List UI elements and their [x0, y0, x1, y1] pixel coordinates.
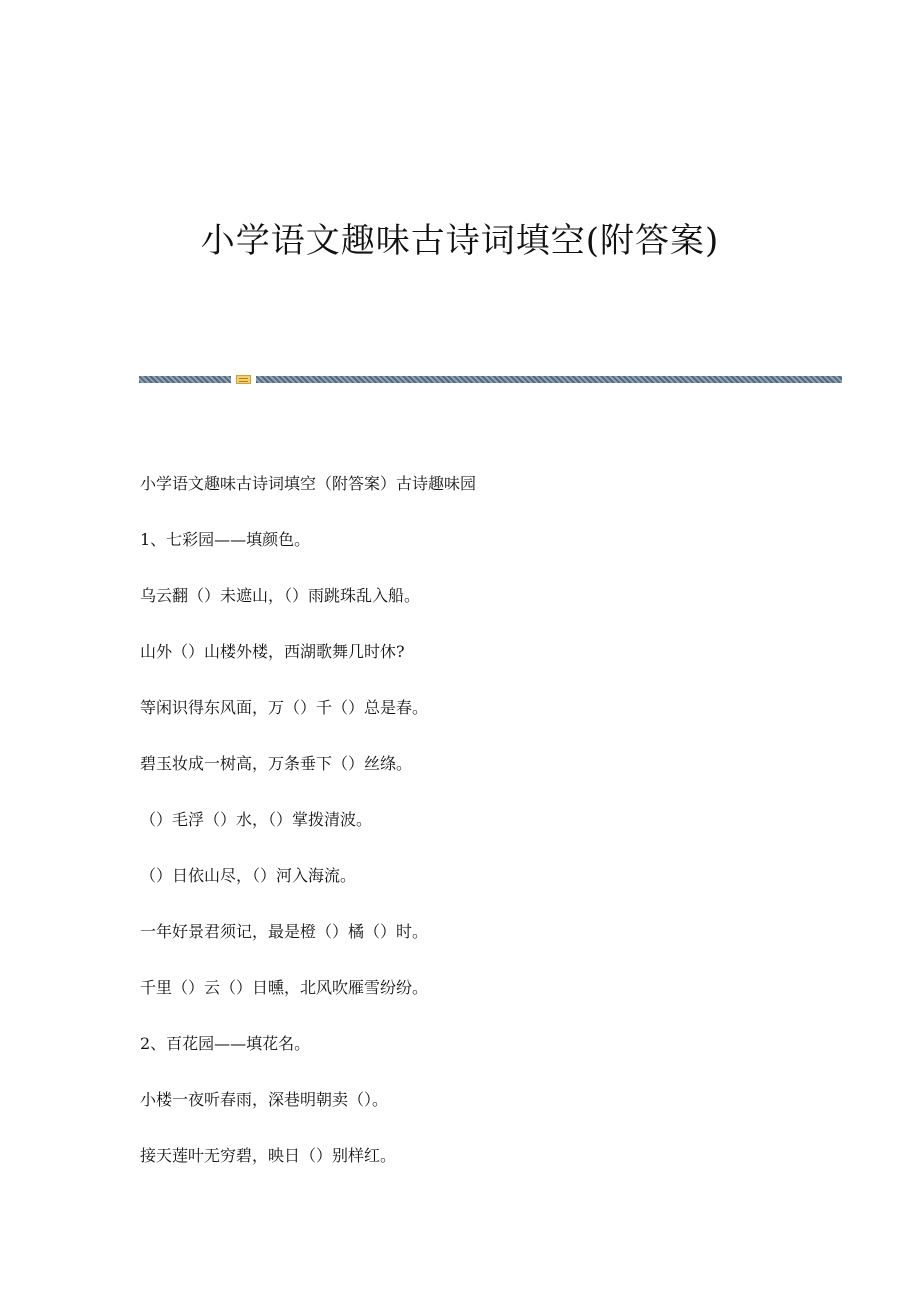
page-title: 小学语文趣味古诗词填空(附答案) — [200, 221, 720, 261]
poem-line: 等闲识得东风面，万（）千（）总是春。 — [140, 698, 429, 717]
envelope-icon — [236, 375, 251, 384]
poem-line: 乌云翻（）未遮山，（）雨跳珠乱入船。 — [140, 586, 421, 605]
divider-bar-right — [256, 376, 842, 383]
divider-bar-left — [139, 376, 231, 383]
poem-line: 小楼一夜听春雨，深巷明朝卖（）。 — [140, 1090, 389, 1109]
poem-line: （）日依山尽，（）河入海流。 — [140, 866, 357, 885]
poem-line: 千里（）云（）日曛，北风吹雁雪纷纷。 — [140, 978, 429, 997]
intro-line: 小学语文趣味古诗词填空（附答案）古诗趣味园 — [140, 474, 477, 493]
section-heading-flowers: 2、百花园——填花名。 — [140, 1034, 311, 1053]
poem-line: 一年好景君须记，最是橙（）橘（）时。 — [140, 922, 429, 941]
section-heading-colors: 1、七彩园——填颜色。 — [140, 530, 311, 549]
document-body — [140, 470, 840, 1198]
poem-line: 接天莲叶无穷碧，映日（）别样红。 — [140, 1146, 397, 1165]
poem-line: 碧玉妆成一树高，万条垂下（）丝绦。 — [140, 754, 413, 773]
poem-line: （）毛浮（）水，（）掌拨清波。 — [140, 810, 373, 829]
title-divider — [139, 375, 842, 384]
poem-line: 山外（）山楼外楼，西湖歌舞几时休? — [140, 642, 405, 661]
